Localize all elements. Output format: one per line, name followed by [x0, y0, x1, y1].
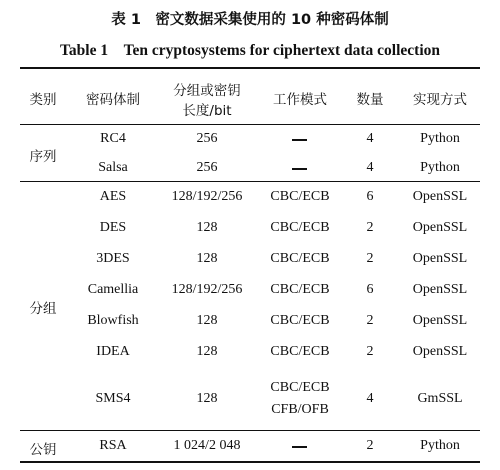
cell-cipher: SMS4 [95, 391, 131, 406]
cell-mode-line2: CFB/OFB [271, 402, 329, 417]
header-rule [20, 124, 480, 125]
cell-cipher: RC4 [100, 131, 126, 146]
cell-count: 2 [366, 313, 374, 328]
cell-cipher: IDEA [96, 344, 130, 359]
cell-impl: GmSSL [417, 391, 463, 406]
cell-cipher: Salsa [98, 160, 128, 175]
group-rule-2 [20, 430, 480, 431]
cell-cipher: DES [99, 220, 127, 235]
cell-count: 4 [366, 160, 374, 175]
table-caption-english: Table 1 Ten cryptosystems for ciphertext data collection [60, 42, 440, 59]
cell-count: 6 [366, 189, 374, 204]
group-label-public-key: 公钥 [29, 442, 57, 458]
cell-cipher: Camellia [87, 282, 139, 297]
cell-impl: Python [420, 160, 460, 175]
cell-cipher: AES [99, 189, 127, 204]
cell-count: 2 [366, 251, 374, 266]
cell-impl: OpenSSL [412, 220, 468, 235]
header-category: 类别 [29, 92, 57, 108]
cell-size: 128/192/256 [171, 189, 243, 204]
cell-size: 128 [196, 344, 218, 359]
header-cipher: 密码体制 [86, 92, 140, 108]
cell-size: 256 [196, 160, 218, 175]
header-size-line2: 长度/bit [182, 103, 232, 119]
cell-mode: CBC/ECB [270, 220, 330, 235]
group-label-stream: 序列 [29, 149, 57, 165]
cell-mode: CBC/ECB [270, 313, 330, 328]
header-mode: 工作模式 [273, 92, 327, 108]
cell-size: 128 [196, 391, 218, 406]
header-impl: 实现方式 [413, 92, 467, 108]
cell-size: 128/192/256 [171, 282, 243, 297]
cell-size: 128 [196, 313, 218, 328]
header-count: 数量 [356, 92, 384, 108]
cell-count: 2 [366, 438, 374, 453]
cell-impl: OpenSSL [412, 282, 468, 297]
cell-cipher: RSA [99, 438, 127, 453]
cell-count: 2 [366, 220, 374, 235]
cell-size: 1 024/2 048 [173, 438, 241, 453]
cell-mode: CBC/ECB [270, 282, 330, 297]
cell-size: 128 [196, 251, 218, 266]
group-label-block: 分组 [29, 301, 57, 317]
dash-mark [292, 139, 307, 141]
cell-impl: OpenSSL [412, 251, 468, 266]
cell-impl: OpenSSL [412, 313, 468, 328]
cell-count: 4 [366, 131, 374, 146]
dash-mark [292, 168, 307, 170]
bottom-rule [20, 461, 480, 463]
cell-mode: CBC/ECB [270, 380, 330, 395]
cell-cipher: Blowfish [87, 313, 139, 328]
dash-mark [292, 446, 307, 448]
cell-mode: CBC/ECB [270, 344, 330, 359]
cell-impl: OpenSSL [412, 344, 468, 359]
cell-impl: OpenSSL [412, 189, 468, 204]
cell-count: 2 [366, 344, 374, 359]
cell-mode: CBC/ECB [270, 189, 330, 204]
cell-impl: Python [420, 438, 460, 453]
cell-impl: Python [420, 131, 460, 146]
cell-count: 4 [366, 391, 374, 406]
cell-size: 256 [196, 131, 218, 146]
group-rule-1 [20, 181, 480, 182]
header-size-line1: 分组或密钥 [173, 83, 241, 99]
cell-mode: CBC/ECB [270, 251, 330, 266]
cell-count: 6 [366, 282, 374, 297]
cell-cipher: 3DES [96, 251, 130, 266]
top-rule [20, 67, 480, 69]
cell-size: 128 [196, 220, 218, 235]
table-caption-chinese: 表 1 密文数据采集使用的 10 种密码体制 [111, 12, 389, 28]
